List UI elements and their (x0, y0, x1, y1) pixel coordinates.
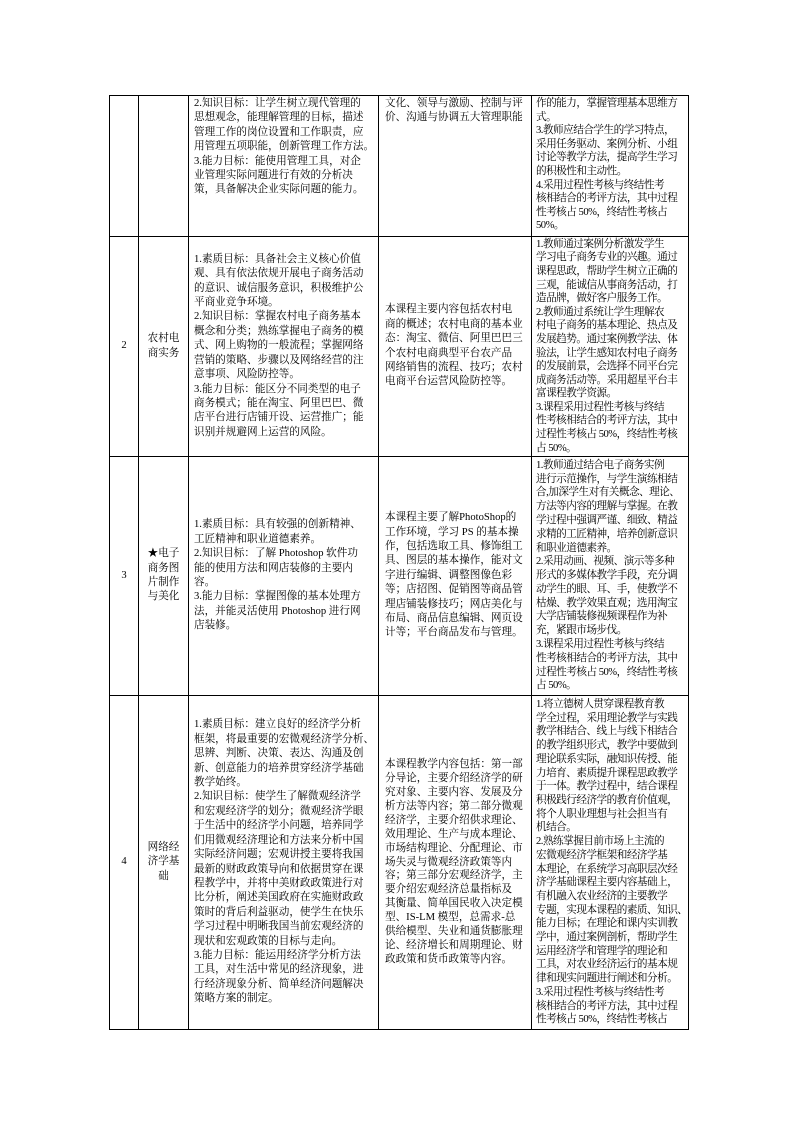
text-line: 于生活中的经济学小问题，培养同学 (194, 820, 364, 832)
content-cell (378, 457, 531, 695)
text-line: 店装修。 (194, 620, 237, 632)
text-line: 三观，能诚信从事商务活动，打 (536, 279, 678, 291)
text-line: 等；店招图、促销图等商品管 (385, 584, 523, 596)
text-line: 济学基 (147, 856, 180, 868)
table-row (110, 695, 688, 1029)
text-line: 验法，让学生感知农村电子商务 (536, 347, 678, 359)
text-line: 工匠精神和职业道德素养。 (194, 533, 322, 545)
text-line: 其衡量、简单国民收入决定模 (385, 898, 523, 910)
text-line: 新、创意能力的培养贯穿经济学基础 (194, 762, 364, 774)
content-cell (378, 96, 531, 236)
course-number: 3 (121, 569, 127, 581)
number-cell (110, 96, 138, 236)
text-line: 济学基础课程主要内容基础上， (536, 877, 678, 889)
text-line: 过程性考核占 50%，终结性考核 (536, 429, 678, 441)
text-line: 究对象、主要内容、发展及分 (385, 787, 523, 799)
text-line: 形式的多媒体教学手段，充分调 (536, 570, 678, 582)
text-line: 思想观念，能理解管理的目标，描述 (194, 112, 364, 124)
text-line: 营销的策略、步骤以及网络经营的注 (194, 354, 364, 366)
text-line: 文化、领导与激励、控制与评 (385, 98, 523, 109)
text-line: 意事项、风险防控等。 (194, 369, 300, 381)
course-name-cell (138, 96, 188, 236)
text-line: 积极践行经济学的教育价值观， (536, 794, 678, 806)
text-line: 1.素质目标：建立良好的经济学分析 (194, 719, 361, 731)
text-line: 场失灵与微观经济政策等内 (385, 856, 513, 868)
text-line: 3.能力目标：能区分不同类型的电子 (194, 383, 361, 395)
text-line: 础 (158, 870, 169, 882)
content-cell (378, 696, 531, 1029)
text-line: 式、网上购物的一般流程；掌握网络 (194, 340, 364, 352)
text-line: 要介绍宏观经济总量指标及 (385, 884, 513, 896)
number-cell (110, 696, 138, 1029)
objectives-cell (188, 457, 378, 695)
text-line: 型、IS-LM 模型，总需求-总 (385, 912, 516, 924)
course-number: 2 (121, 340, 127, 352)
text-line: 价、沟通与协调五大管理职能 (385, 112, 523, 124)
text-line: 3.教师应结合学生的学习特点， (536, 125, 675, 137)
text-line: 们用微观经济理论和方法来分析中国 (194, 834, 364, 846)
text-line: 3.课程采用过程性考核与终结 (536, 401, 665, 413)
objectives-cell (188, 696, 378, 1029)
text-line: 2.知识目标：让学生树立现代管理的 (194, 98, 361, 109)
text-line: 2.熟练掌握目前市场上主流的 (536, 836, 665, 848)
text-line: 计等；平台商品发布与管理。 (385, 627, 523, 639)
text-line: 宏微观经济学框架和经济学基 (536, 849, 668, 861)
text-line: 学全过程，采用理论教学与实践 (536, 712, 678, 724)
text-line: 平商业竞争环境。 (194, 297, 279, 309)
text-line: 工作环境，学习 PS 的基本操 (385, 526, 519, 538)
text-line: 大学店铺装修视频课程作为补 (536, 611, 668, 623)
text-line: 析方法等内容；第二部分微观 (385, 800, 523, 812)
text-line: 和职业道德素养。 (536, 542, 617, 554)
text-line: 1.将立德树人贯穿课程教育教 (536, 699, 665, 711)
course-table (109, 95, 689, 1030)
course-name-cell (138, 457, 188, 695)
text-line: 现状和宏观政策的目标与走向。 (194, 935, 343, 947)
text-line: 3.课程采用过程性考核与终结 (536, 639, 665, 651)
objectives-cell (188, 237, 378, 456)
text-line: 框架，将最重要的宏微观经济学分析、 (194, 733, 375, 745)
text-line: 学中，通过案例剖析，帮助学生 (536, 932, 678, 944)
text-line: 动学生的眼、耳、手，使教学不 (536, 583, 678, 595)
text-line: 店平台进行店铺开设、运营推广；能 (194, 412, 364, 424)
text-line: 3.能力目标：能使用管理工具，对企 (194, 155, 361, 167)
text-line: 作的能力，掌握管理基本思维方 (536, 98, 678, 109)
text-line: 的意识、诚信服务意识，积极维护公 (194, 282, 364, 294)
text-line: 1.素质目标：具有较强的创新精神、 (194, 519, 361, 531)
table-row (110, 96, 688, 236)
text-line: 本课程主要了解PhotoShop的 (385, 512, 517, 524)
text-line: 式。 (536, 111, 557, 123)
text-line: 学习过程中明晰我国当前宏观经济的 (194, 921, 364, 933)
content-cell (378, 237, 531, 456)
text-line: 占 50%。 (536, 680, 577, 692)
text-line: 本课程主要内容包括农村电 (385, 304, 513, 316)
text-line: 2.采用动画、视频、演示等多种 (536, 556, 675, 568)
text-line: 1.教师通过结合电子商务实例 (536, 459, 665, 471)
number-cell (110, 237, 138, 456)
text-line: 本理论，在系统学习高职层次经 (536, 863, 678, 875)
text-line: 4.采用过程性考核与终结性考 (536, 179, 665, 191)
text-line: 3.采用过程性考核与终结性考 (536, 986, 665, 998)
text-line: 商实务 (147, 347, 180, 359)
text-line: 讨论等教学方法，提高学生学习 (536, 152, 678, 164)
text-line: 学过程中强调严谨、细致、精益 (536, 514, 678, 526)
text-line: 思辨、判断、决策、表达、沟通及创 (194, 748, 364, 760)
text-line: 与美化 (147, 591, 180, 603)
text-line: 电商平台运营风险防控等。 (385, 376, 513, 388)
text-line: 性考核占 50%，终结性考核占 (536, 1014, 668, 1026)
text-line: ★电子 (147, 548, 180, 560)
text-line: 经济学，主要介绍供求理论、 (385, 814, 523, 826)
text-line: 于一体。教学过程中，结合课程 (536, 781, 678, 793)
number-cell (110, 457, 138, 695)
text-line: 效用理论、生产与成本理论、 (385, 828, 523, 840)
text-line: 论、经济增长和周期理论、财 (385, 939, 523, 951)
text-line: 片制作 (147, 577, 180, 588)
text-line: 核相结合的考评方法，其中过程 (536, 1000, 678, 1012)
text-line: 教学始终。 (194, 777, 247, 789)
text-line: 容。 (194, 577, 216, 588)
text-line: 富课程教学资源。 (536, 388, 617, 400)
text-line: 商务模式；能在淘宝、阿里巴巴、微 (194, 397, 364, 409)
text-line: 枯燥、教学效果直观；选用淘宝 (536, 597, 678, 609)
text-line: 进行示范操作，与学生演练相结 (536, 473, 678, 485)
text-line: 用管理五项职能，创新管理工作方法。 (194, 141, 375, 153)
text-line: 将个人职业理想与社会担当有 (536, 808, 668, 820)
text-line: 比分析，阐述美国政府在实施财政政 (194, 892, 364, 904)
text-line: 有机融入农业经济的主要教学 (536, 890, 668, 902)
text-line: 课程思政，帮助学生树立正确的 (536, 265, 678, 277)
text-line: 实际经济问题；宏观讲授主要将我国 (194, 849, 364, 861)
text-line: 占 50%。 (536, 442, 577, 454)
text-line: 求精的工匠精神，培养创新意识 (536, 528, 678, 540)
text-line: 方法等内容的理解与掌握。在教 (536, 501, 678, 513)
text-line: 充，紧跟市场步伐。 (536, 625, 627, 637)
text-line: 2.教师通过系统让学生理解农 (536, 306, 665, 318)
requirements-cell (531, 96, 688, 236)
text-line: 力培育、素质提升课程思政教学 (536, 767, 678, 779)
requirements-cell (531, 457, 688, 695)
text-line: 工具，对生活中常见的经济现象，进 (194, 964, 364, 976)
text-line: 供给模型、失业和通货膨胀理 (385, 926, 523, 938)
text-line: 专题，实现本课程的素质、知识、 (536, 904, 688, 916)
text-line: 律和现实问题进行阐述和分析。 (536, 973, 678, 985)
text-line: 能力目标；在理论和课内实训教 (536, 918, 678, 930)
text-line: 态：淘宝、微信、阿里巴巴三 (385, 333, 523, 345)
table-row (110, 456, 688, 695)
text-line: 核相结合的考评方法，其中过程 (536, 193, 678, 205)
text-line: 性考核相结合的考评方法，其中 (536, 652, 678, 664)
text-line: 的教学组织形式，教学中要做到 (536, 740, 678, 752)
text-line: 性考核相结合的考评方法，其中 (536, 415, 678, 427)
text-line: 50%。 (536, 220, 565, 232)
text-line: 发展趋势。通过案例教学法、体 (536, 333, 678, 345)
text-line: 1.教师通过案例分析激发学生 (536, 238, 665, 250)
text-line: 具、图层的基本操作，能对文 (385, 555, 523, 567)
text-line: 管理工作的岗位设置和工作职责，应 (194, 126, 364, 138)
text-line: 网络销售的流程、技巧；农村 (385, 361, 523, 373)
text-line: 策略方案的制定。 (194, 993, 279, 1005)
text-line: 性考核占 50%，终结性考核占 (536, 206, 668, 218)
text-line: 分导论，主要介绍经济学的研 (385, 773, 523, 785)
text-line: 1.素质目标：具备社会主义核心价值 (194, 253, 361, 265)
text-line: 理论联系实际，融知识传授、能 (536, 753, 678, 765)
text-line: 学习电子商务专业的兴趣。通过 (536, 252, 678, 264)
text-line: 的积极性和主动性。 (536, 165, 627, 177)
objectives-cell (188, 96, 378, 236)
requirements-cell (531, 696, 688, 1029)
text-line: 市场结构理论、分配理论、市 (385, 842, 523, 854)
text-line: 作，包括选取工具、修饰组工 (385, 540, 523, 552)
text-line: 3.能力目标：能运用经济学分析方法 (194, 949, 361, 961)
text-line: 合,加深学生对有关概念、理论、 (536, 487, 680, 499)
text-line: 策，具备解决企业实际问题的能力。 (194, 184, 364, 196)
text-line: 个农村电商典型平台农产品 (385, 347, 513, 359)
text-line: 过程性考核占 50%，终结性考核 (536, 666, 678, 678)
table-row (110, 236, 688, 456)
text-line: 采用任务驱动、案例分析、小组 (536, 138, 678, 150)
text-line: 布局、商品信息编辑、网页设 (385, 613, 523, 625)
text-line: 概念和分类；熟练掌握电子商务的模 (194, 325, 364, 337)
text-line: 的发展前景，会选择不同平台完 (536, 361, 678, 373)
text-line: 造品牌，做好客户服务工作。 (536, 293, 668, 305)
text-line: 3.能力目标：掌握图像的基本处理方 (194, 591, 361, 603)
text-line: 农村电 (147, 333, 180, 345)
requirements-cell (531, 237, 688, 456)
text-line: 政政策和货币政策等内容。 (385, 953, 513, 965)
text-line: 识别并规避网上运营的风险。 (194, 426, 332, 438)
text-line: 能的使用方法和网店装修的主要内 (194, 562, 353, 574)
text-line: 最新的财政政策导向和依据贯穿在课 (194, 863, 364, 875)
course-name-cell (138, 237, 188, 456)
text-line: 业管理实际问题进行有效的分析决 (194, 170, 353, 182)
text-line: 程教学中，并将中美财政政策进行对 (194, 877, 364, 889)
text-line: 2.知识目标：掌握农村电子商务基本 (194, 311, 361, 323)
text-line: 理店铺装修技巧；网店美化与 (385, 598, 523, 610)
text-line: 本课程教学内容包括：第一部 (385, 759, 523, 771)
text-line: 字进行编辑、调整图像色彩 (385, 569, 513, 581)
text-line: 商的概述；农村电商的基本业 (385, 318, 523, 330)
text-line: 教学相结合、线上与线下相结合 (536, 726, 678, 738)
text-line: 成商务活动等。采用超星平台丰 (536, 374, 678, 386)
text-line: 2.知识目标：了解 Photoshop 软件功 (194, 548, 358, 560)
course-name-cell (138, 696, 188, 1029)
course-number: 4 (121, 856, 127, 868)
text-line: 商务图 (147, 562, 180, 574)
text-line: 观、具有依法依规开展电子商务活动 (194, 268, 364, 280)
text-line: 容；第三部分宏观经济学，主 (385, 870, 523, 882)
text-line: 网络经 (147, 841, 180, 853)
text-line: 策时的背后利益驱动，使学生在快乐 (194, 906, 364, 918)
text-line: 行经济现象分析、简单经济问题解决 (194, 978, 364, 990)
text-line: 2.知识目标：使学生了解微观经济学 (194, 791, 361, 803)
text-line: 村电子商务的基本理论、热点及 (536, 320, 678, 332)
text-line: 运用经济学和管理学的理论和 (536, 945, 668, 957)
text-line: 工具，对农业经济运行的基本规 (536, 959, 678, 971)
text-line: 和宏观经济学的划分；微观经济学眼 (194, 805, 364, 817)
text-line: 机结合。 (536, 822, 577, 834)
text-line: 法，并能灵活使用 Photoshop 进行网 (194, 605, 361, 617)
